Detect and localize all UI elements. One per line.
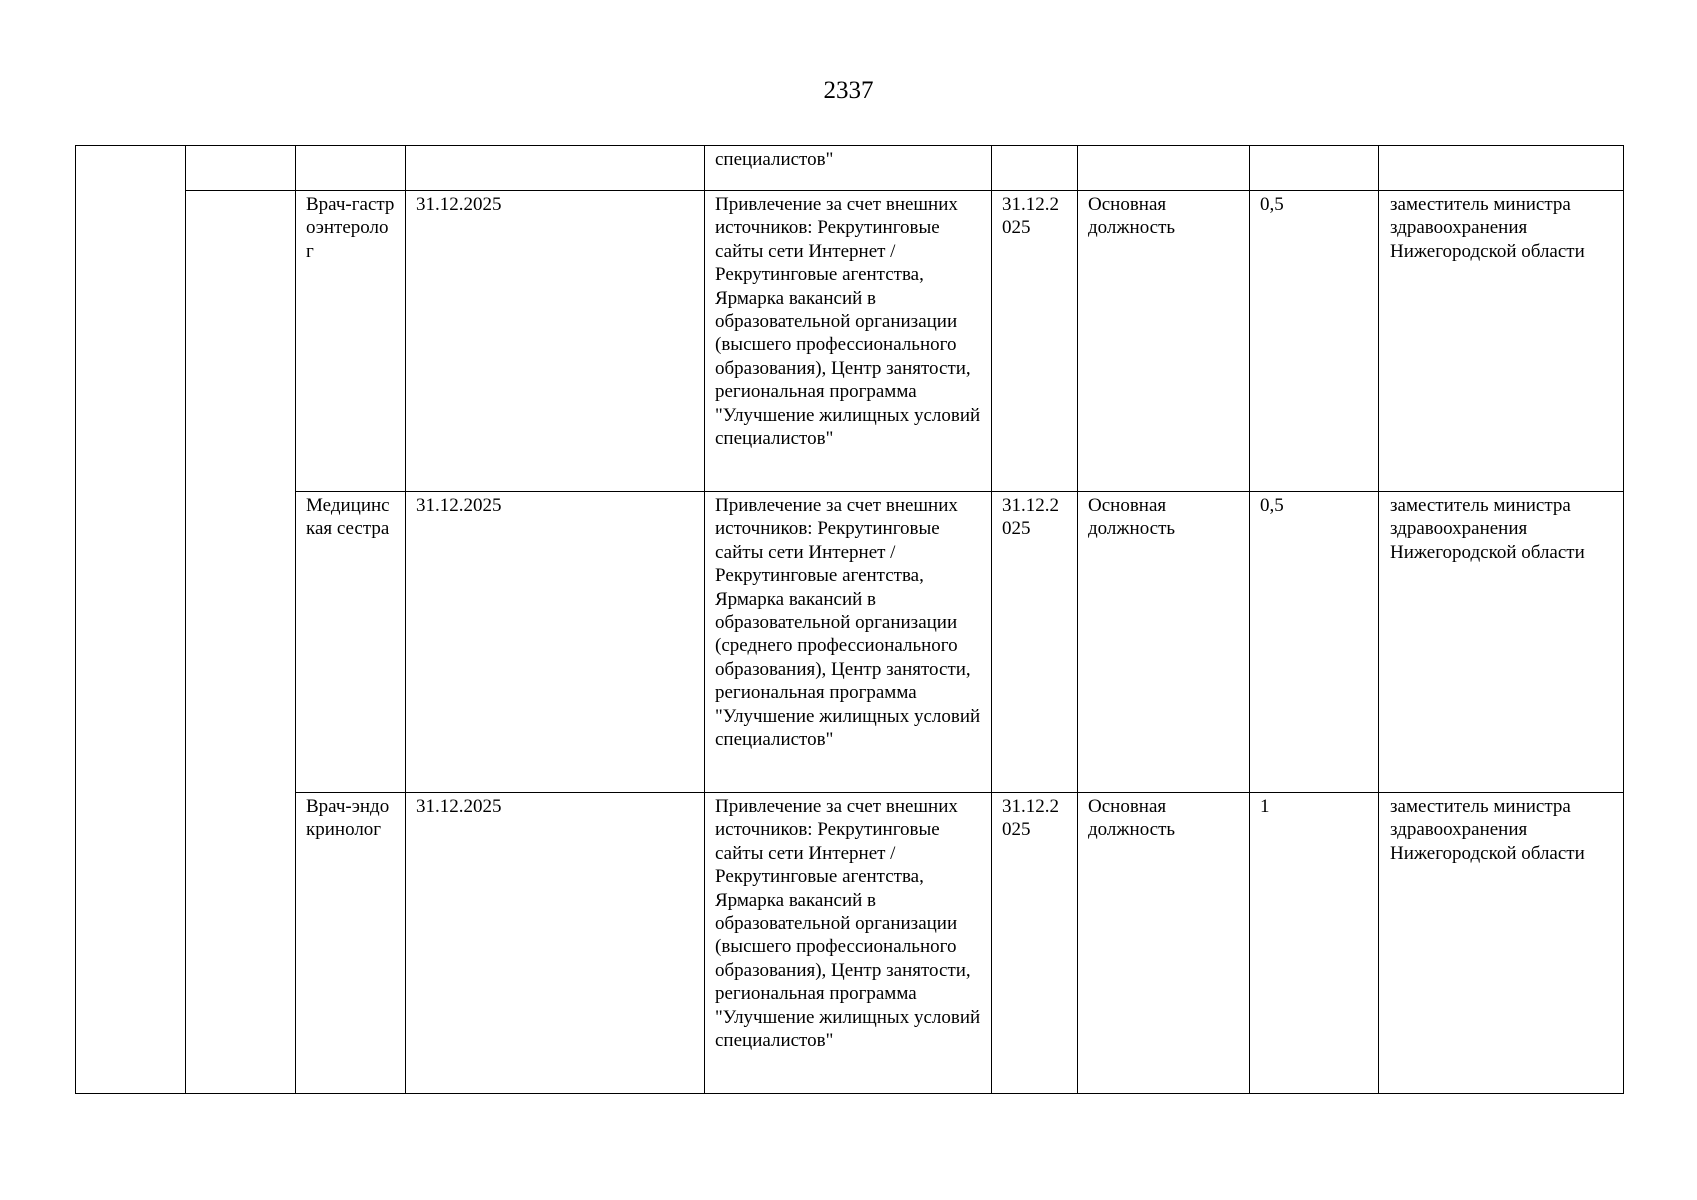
table-cell-deadline: 31.12.2025 [992,191,1078,492]
table-cell-organization [186,146,296,191]
table-cell-organization [186,191,296,1094]
table-cell-position: Медицинская сестра [296,492,406,793]
table-row [76,793,1624,1094]
vacancy-table [75,145,1624,1094]
table-cell-source: Привлечение за счет внешних источников: Рекрутинговые сайты сети Интернет / Рекрутинговые агентства, Ярмарка вакансий в образовательной организации (высшего профессионального образования), Центр занятости, региональная программа "Улучшение жилищных условий специалистов" [705,793,992,1094]
table-cell-type: Основная должность [1078,191,1250,492]
table-cell-source: Привлечение за счет внешних источников: Рекрутинговые сайты сети Интернет / Рекрутинговые агентства, Ярмарка вакансий в образовательной организации (высшего профессионального образования), Центр занятости, региональная программа "Улучшение жилищных условий специалистов" [705,191,992,492]
table-cell-number [76,146,186,1094]
page-number: 2337 [823,77,874,104]
table-cell-date: 31.12.2025 [406,492,705,793]
table-cell-source: Привлечение за счет внешних источников: Рекрутинговые сайты сети Интернет / Рекрутинговые агентства, Ярмарка вакансий в образовательной организации (среднего профессионального образования), Центр занятости, региональная программа "Улучшение жилищных условий специалистов" [705,492,992,793]
table-cell-rate: 0,5 [1250,191,1379,492]
table-cell-deadline [992,146,1078,191]
table-cell-responsible: заместитель министра здравоохранения Нижегородской области [1379,793,1624,1094]
table-cell-responsible: заместитель министра здравоохранения Нижегородской области [1379,191,1624,492]
table-cell-responsible [1379,146,1624,191]
table-row [76,191,1624,492]
table-cell-position: Врач-гастроэнтеролог [296,191,406,492]
table-cell-source: специалистов" [705,146,992,191]
table-row-continued [76,146,1624,191]
table-cell-responsible: заместитель министра здравоохранения Нижегородской области [1379,492,1624,793]
table-row [76,492,1624,793]
table-cell-deadline: 31.12.2025 [992,492,1078,793]
table-cell-type [1078,146,1250,191]
table-cell-rate [1250,146,1379,191]
table-cell-type: Основная должность [1078,793,1250,1094]
table-cell-position: Врач-эндокринолог [296,793,406,1094]
table-cell-deadline: 31.12.2025 [992,793,1078,1094]
table-cell-type: Основная должность [1078,492,1250,793]
table-cell-position [296,146,406,191]
table-cell-rate: 1 [1250,793,1379,1094]
table-cell-date: 31.12.2025 [406,191,705,492]
table-cell-date: 31.12.2025 [406,793,705,1094]
table-cell-date [406,146,705,191]
table-cell-rate: 0,5 [1250,492,1379,793]
